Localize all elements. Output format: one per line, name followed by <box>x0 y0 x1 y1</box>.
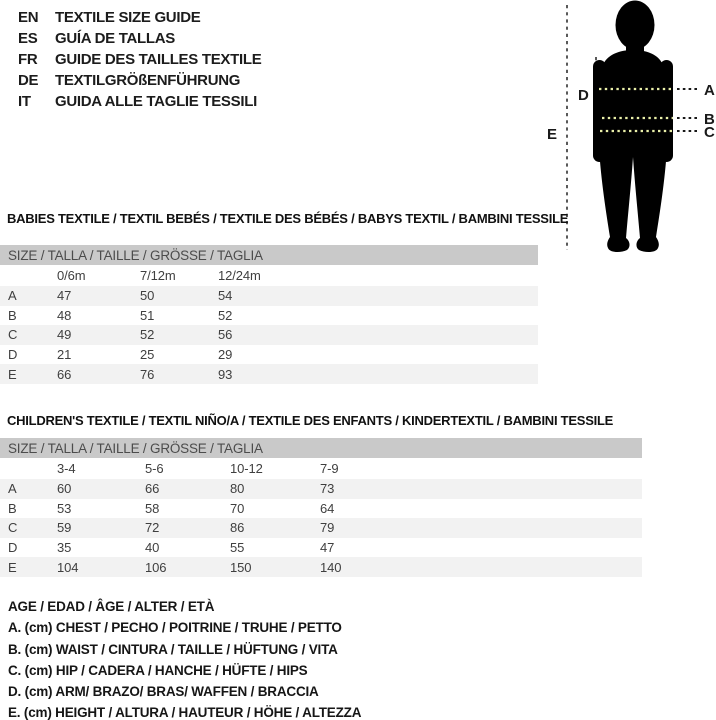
column-header: 0/6m <box>57 268 86 283</box>
language-title: TEXTILGRÖßENFÜHRUNG <box>55 72 241 89</box>
table-row <box>0 345 538 365</box>
size-cell: 73 <box>320 481 335 497</box>
size-cell: 51 <box>140 307 155 323</box>
size-cell: 52 <box>218 307 233 323</box>
row-label: A <box>8 481 17 497</box>
language-title-list <box>18 7 261 112</box>
children-column-header-row <box>0 458 642 479</box>
size-cell: 104 <box>57 559 79 575</box>
row-label: D <box>8 540 18 556</box>
column-header: 7/12m <box>140 268 176 283</box>
size-cell: 48 <box>57 307 72 323</box>
children-section-heading: CHILDREN'S TEXTILE / TEXTIL NIÑO/A / TEXTILE DES ENFANTS / KINDERTEXTIL / BAMBINI TESSILE <box>7 413 614 428</box>
size-cell: 56 <box>218 327 233 343</box>
babies-size-header-bar: SIZE / TALLA / TAILLE / GRÖSSE / TAGLIA <box>0 245 538 265</box>
babies-column-header-row <box>0 265 538 286</box>
legend-line-age: AGE / EDAD / ÂGE / ALTER / ETÀ <box>8 599 215 614</box>
table-row <box>0 306 538 326</box>
size-cell: 25 <box>140 347 155 363</box>
language-row-fr <box>18 49 261 70</box>
size-cell: 21 <box>57 347 72 363</box>
row-label: E <box>8 366 17 382</box>
size-cell: 53 <box>57 500 72 516</box>
column-header: 12/24m <box>218 268 261 283</box>
language-code: DE <box>18 72 39 89</box>
size-cell: 140 <box>320 559 342 575</box>
size-cell: 55 <box>230 540 245 556</box>
silhouette-left-leg <box>599 136 633 252</box>
size-cell: 93 <box>218 366 233 382</box>
size-cell: 106 <box>145 559 167 575</box>
size-cell: 79 <box>320 520 335 536</box>
legend-line-height: E. (cm) HEIGHT / ALTURA / HAUTEUR / HÖHE / ALTEZZA <box>8 705 362 720</box>
size-cell: 72 <box>145 520 160 536</box>
measure-label-c: C <box>704 124 715 141</box>
size-cell: 66 <box>57 366 72 382</box>
row-label: E <box>8 559 17 575</box>
row-label: B <box>8 307 17 323</box>
size-cell: 150 <box>230 559 252 575</box>
size-cell: 52 <box>140 327 155 343</box>
language-row-de <box>18 70 261 91</box>
silhouette-right-leg <box>633 136 667 252</box>
language-row-en <box>18 7 261 28</box>
row-label: C <box>8 327 18 343</box>
babies-size-table <box>0 245 538 384</box>
row-label: B <box>8 500 17 516</box>
size-cell: 80 <box>230 481 245 497</box>
table-row <box>0 557 642 577</box>
babies-section-heading: BABIES TEXTILE / TEXTIL BEBÉS / TEXTILE DES BÉBÉS / BABYS TEXTIL / BAMBINI TESSILE <box>7 211 569 226</box>
table-row <box>0 499 642 519</box>
size-cell: 60 <box>57 481 72 497</box>
column-header: 7-9 <box>320 461 339 476</box>
measure-label-d: D <box>578 87 589 104</box>
size-cell: 49 <box>57 327 72 343</box>
size-cell: 70 <box>230 500 245 516</box>
language-code: EN <box>18 9 39 26</box>
size-cell: 59 <box>57 520 72 536</box>
children-size-table <box>0 438 642 577</box>
row-label: C <box>8 520 18 536</box>
measure-label-e: E <box>547 126 558 143</box>
language-title: TEXTILE SIZE GUIDE <box>55 9 201 26</box>
language-code: FR <box>18 51 38 68</box>
size-cell: 47 <box>57 288 72 304</box>
table-row <box>0 286 538 306</box>
legend-line-waist: B. (cm) WAIST / CINTURA / TAILLE / HÜFTUNG / VITA <box>8 641 338 657</box>
children-size-header-bar: SIZE / TALLA / TAILLE / GRÖSSE / TAGLIA <box>0 438 642 458</box>
size-cell: 47 <box>320 540 335 556</box>
language-row-it <box>18 91 261 112</box>
size-cell: 54 <box>218 288 233 304</box>
size-cell: 50 <box>140 288 155 304</box>
column-header: 10-12 <box>230 461 263 476</box>
table-row <box>0 479 642 499</box>
language-title: GUÍA DE TALLAS <box>55 30 175 47</box>
measurement-legend <box>8 596 361 720</box>
child-silhouette <box>593 1 673 253</box>
column-header: 5-6 <box>145 461 164 476</box>
silhouette-torso <box>599 50 668 150</box>
measure-label-b: B <box>704 111 715 128</box>
language-code: ES <box>18 30 38 47</box>
table-row <box>0 325 538 345</box>
size-cell: 86 <box>230 520 245 536</box>
column-header: 3-4 <box>57 461 76 476</box>
language-row-es <box>18 28 261 49</box>
size-cell: 29 <box>218 347 233 363</box>
measure-label-a: A <box>704 82 715 99</box>
legend-line-hip: C. (cm) HIP / CADERA / HANCHE / HÜFTE / HIPS <box>8 662 308 678</box>
language-title: GUIDA ALLE TAGLIE TESSILI <box>55 93 257 110</box>
legend-line-arm: D. (cm) ARM/ BRAZO/ BRAS/ WAFFEN / BRACCIA <box>8 684 319 700</box>
language-title: GUIDE DES TAILLES TEXTILE <box>55 51 262 68</box>
size-cell: 35 <box>57 540 72 556</box>
table-row <box>0 364 538 384</box>
size-cell: 64 <box>320 500 335 516</box>
size-cell: 58 <box>145 500 160 516</box>
size-cell: 66 <box>145 481 160 497</box>
table-row <box>0 538 642 558</box>
table-row <box>0 518 642 538</box>
legend-line-chest: A. (cm) CHEST / PECHO / POITRINE / TRUHE / PETTO <box>8 620 342 636</box>
language-code: IT <box>18 93 31 110</box>
size-cell: 40 <box>145 540 160 556</box>
row-label: D <box>8 347 18 363</box>
row-label: A <box>8 288 17 304</box>
size-cell: 76 <box>140 366 155 382</box>
